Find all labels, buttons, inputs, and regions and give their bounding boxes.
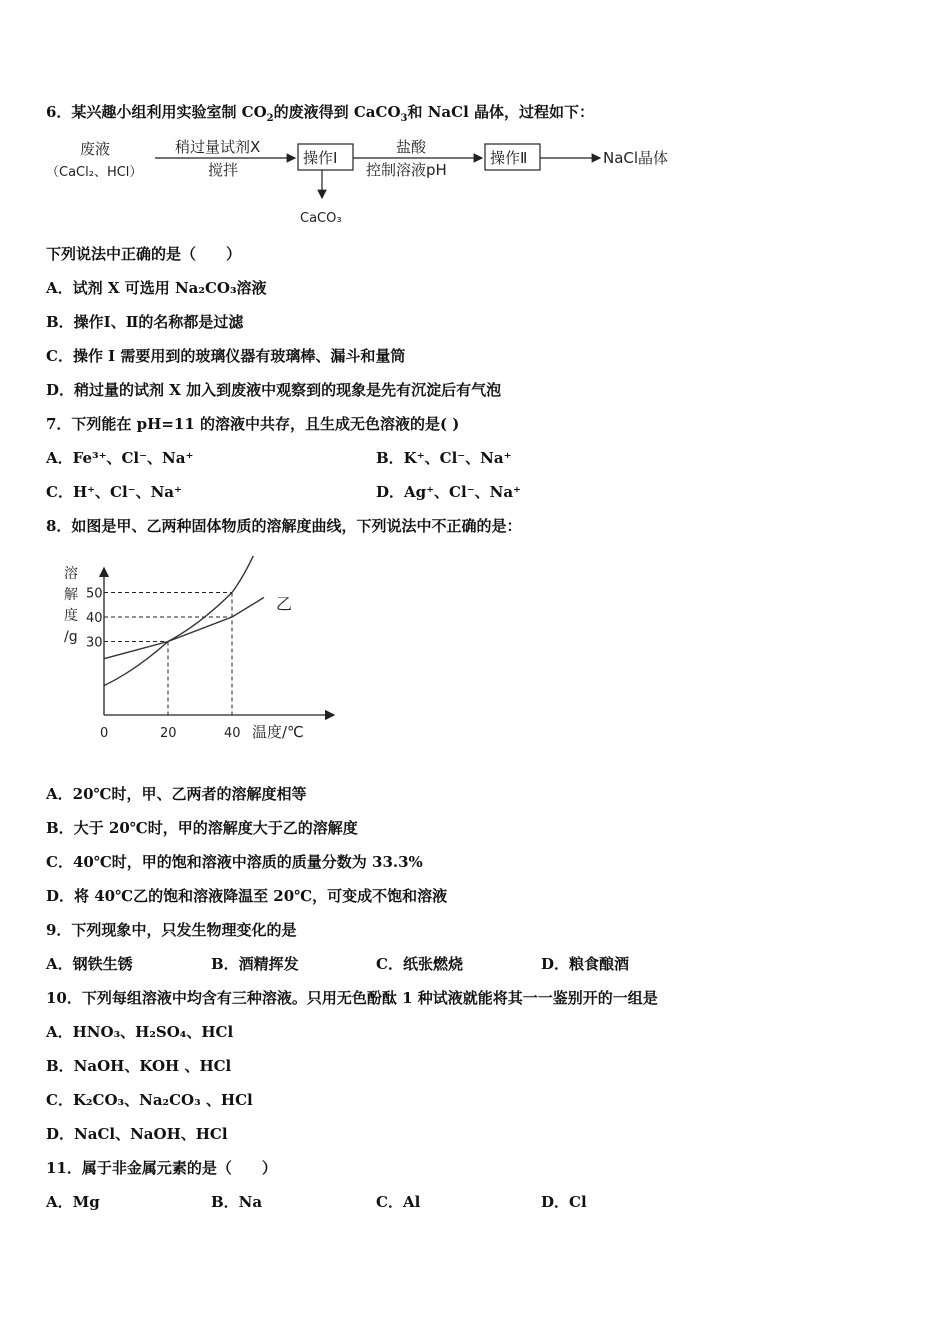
y-axis-label-char: /g: [64, 629, 78, 645]
q6-prompt: 下列说法中正确的是（ ）: [46, 245, 242, 263]
q11-option-b[interactable]: B．Na: [211, 1193, 263, 1211]
series-curve-yi: [104, 597, 264, 658]
q11-option-c[interactable]: C．Al: [376, 1193, 421, 1211]
flow-ph: 控制溶液pH: [366, 161, 447, 179]
q8-option-a[interactable]: A．20℃时，甲、乙两者的溶解度相等: [46, 785, 307, 803]
y-axis-label-char: 解: [64, 587, 78, 603]
q6-option-d[interactable]: D．稍过量的试剂 X 加入到废液中观察到的现象是先有沉淀后有气泡: [46, 381, 502, 399]
process-flow-diagram: [40, 130, 740, 230]
series-curve-jia: [104, 556, 264, 686]
x-axis-label: 温度/℃: [252, 723, 304, 741]
q7-option-b[interactable]: B．K⁺、Cl⁻、Na⁺: [376, 449, 512, 467]
q10-option-d[interactable]: D．NaCl、NaOH、HCl: [46, 1125, 228, 1143]
q6-option-a[interactable]: A．试剂 X 可选用 Na₂CO₃溶液: [46, 279, 267, 297]
x-tick-label: 20: [160, 726, 177, 741]
q11-option-d[interactable]: D．Cl: [541, 1193, 587, 1211]
q7-stem: 7．下列能在 pH=11 的溶液中共存，且生成无色溶液的是( ): [46, 415, 460, 433]
q6-option-c[interactable]: C．操作 I 需要用到的玻璃仪器有玻璃棒、漏斗和量筒: [46, 347, 406, 365]
flow-op1: 操作Ⅰ: [303, 149, 338, 167]
q9-stem: 9．下列现象中，只发生物理变化的是: [46, 921, 297, 939]
flow-reagent: 稍过量试剂X: [175, 138, 261, 156]
q7-option-a[interactable]: A．Fe³⁺、Cl⁻、Na⁺: [46, 449, 194, 467]
q8-option-d[interactable]: D．将 40℃乙的饱和溶液降温至 20℃，可变成不饱和溶液: [46, 887, 448, 905]
flow-waste: 废液: [80, 140, 111, 158]
q8-option-b[interactable]: B．大于 20℃时，甲的溶解度大于乙的溶解度: [46, 819, 358, 837]
flow-precipitate: CaCO₃: [300, 211, 342, 226]
q9-option-a[interactable]: A．钢铁生锈: [46, 955, 133, 973]
q7-option-d[interactable]: D．Ag⁺、Cl⁻、Na⁺: [376, 483, 521, 501]
q10-stem: 10．下列每组溶液中均含有三种溶液。只用无色酚酞 1 种试液就能将其一一鉴别开的一组是: [46, 989, 658, 1007]
y-axis-label-char: 度: [64, 608, 78, 624]
flow-op2: 操作Ⅱ: [490, 149, 528, 167]
y-axis-label-char: 溶: [64, 566, 78, 582]
q6-option-b[interactable]: B．操作Ⅰ、Ⅱ的名称都是过滤: [46, 313, 244, 331]
q8-option-c[interactable]: C．40℃时，甲的饱和溶液中溶质的质量分数为 33.3%: [46, 853, 423, 871]
flow-waste-components: （CaCl₂、HCl）: [46, 165, 143, 180]
q8-stem: 8．如图是甲、乙两种固体物质的溶解度曲线，下列说法中不正确的是：: [46, 517, 522, 535]
y-tick-label: 40: [86, 611, 103, 626]
q10-option-c[interactable]: C．K₂CO₃、Na₂CO₃ 、HCl: [46, 1091, 253, 1109]
q6-stem: 6．某兴趣小组利用实验室制 $CO_2$的废液得到 CaCO$_3$和 NaCl 晶体，过程如下：: [46, 103, 595, 124]
x-tick-label: 0: [100, 726, 109, 741]
q9-option-b[interactable]: B．酒精挥发: [211, 955, 299, 973]
q11-option-a[interactable]: A．Mg: [46, 1193, 100, 1211]
flow-acid: 盐酸: [396, 138, 427, 156]
q10-option-b[interactable]: B．NaOH、KOH 、HCl: [46, 1057, 232, 1075]
y-tick-label: 30: [86, 635, 103, 651]
q9-option-c[interactable]: C．纸张燃烧: [376, 955, 463, 973]
q10-option-a[interactable]: A．HNO₃、H₂SO₄、HCl: [46, 1023, 234, 1041]
q9-option-d[interactable]: D．粮食酿酒: [541, 955, 630, 973]
y-tick-label: 50: [86, 586, 103, 602]
flow-stir: 搅拌: [208, 161, 239, 179]
series-label: 乙: [276, 594, 293, 614]
x-tick-label: 40: [224, 726, 241, 741]
q11-stem: 11．属于非金属元素的是（ ）: [46, 1159, 277, 1177]
q7-option-c[interactable]: C．H⁺、Cl⁻、Na⁺: [46, 483, 182, 501]
solubility-chart: [58, 556, 358, 756]
flow-product: NaCl晶体: [603, 149, 669, 167]
